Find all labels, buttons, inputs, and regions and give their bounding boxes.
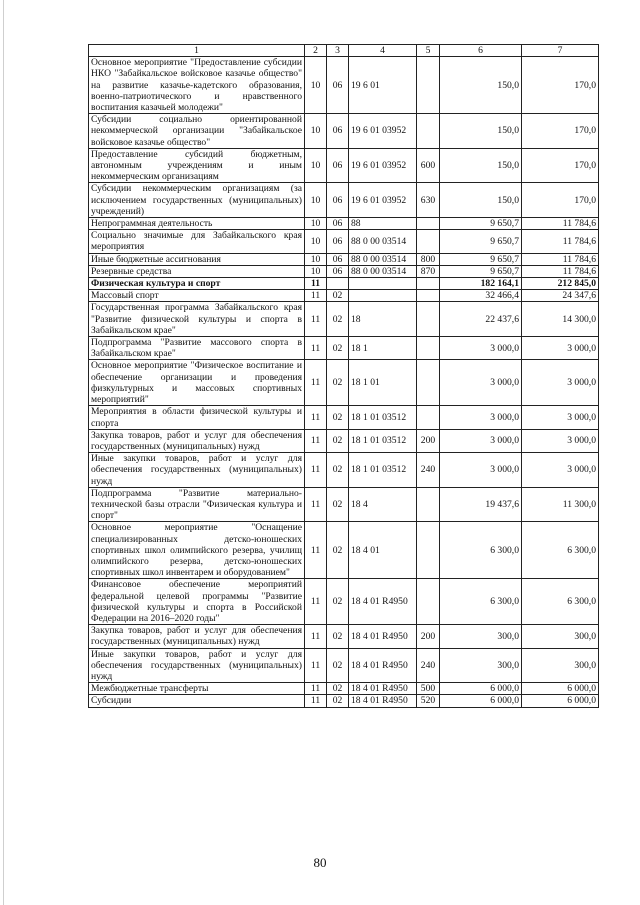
amount-year2-cell: 11 784,6 (522, 265, 599, 277)
amount-year1-cell: 150,0 (440, 183, 522, 218)
row-name-cell: Подпрограмма "Развитие материально-технической базы отрасли "Физическая культура и спорт" (89, 487, 305, 522)
amount-year2-cell: 6 300,0 (522, 522, 599, 579)
header-cell: 7 (522, 45, 599, 57)
amount-year2-cell: 11 784,6 (522, 253, 599, 265)
amount-year2-cell: 14 300,0 (522, 302, 599, 337)
header-cell: 1 (89, 45, 305, 57)
target-article-cell: 18 4 01 R4950 (349, 648, 417, 683)
section-code-cell: 11 (305, 406, 327, 429)
row-name-cell: Основное мероприятие "Предоставление субсидии НКО "Забайкальское войсковое казачье общество" на развитие казачье-кадетского образования, военно-патриотического и нравственного воспитания казачьей молодежи" (89, 57, 305, 114)
target-article-cell: 18 4 01 R4950 (349, 683, 417, 695)
expense-type-cell (417, 57, 440, 114)
table-row (89, 148, 599, 183)
table-row (89, 230, 599, 253)
section-code-cell: 10 (305, 253, 327, 265)
row-name-cell: Предоставление субсидий бюджетным, автономным учреждениям и иным некоммерческим организациям (89, 148, 305, 183)
target-article-cell: 18 1 (349, 337, 417, 360)
header-cell: 6 (440, 45, 522, 57)
amount-year1-cell: 6 300,0 (440, 579, 522, 625)
section-code-cell: 11 (305, 360, 327, 406)
amount-year1-cell: 3 000,0 (440, 453, 522, 488)
table-row (89, 290, 599, 302)
expense-type-cell: 520 (417, 695, 440, 707)
expense-type-cell (417, 290, 440, 302)
target-article-cell: 18 1 01 03512 (349, 406, 417, 429)
target-article-cell: 19 6 01 03952 (349, 183, 417, 218)
target-article-cell: 18 1 01 03512 (349, 429, 417, 452)
subsection-code-cell: 02 (327, 302, 349, 337)
expense-type-cell: 240 (417, 453, 440, 488)
expense-type-cell (417, 302, 440, 337)
amount-year1-cell: 300,0 (440, 648, 522, 683)
amount-year2-cell: 3 000,0 (522, 406, 599, 429)
row-name-cell: Закупка товаров, работ и услуг для обеспечения государственных (муниципальных) нужд (89, 625, 305, 648)
amount-year2-cell: 300,0 (522, 648, 599, 683)
amount-year2-cell: 6 000,0 (522, 695, 599, 707)
subsection-code-cell: 06 (327, 218, 349, 230)
budget-table (88, 44, 599, 708)
expense-type-cell (417, 579, 440, 625)
amount-year2-cell: 170,0 (522, 183, 599, 218)
table-row (89, 253, 599, 265)
row-name-cell: Основное мероприятие "Оснащение специализированных детско-юношеских спортивных школ олимпийского резерва, училищ олимпийского резерва, детско-юношеских спортивных школ инвентарем и оборудованием" (89, 522, 305, 579)
amount-year2-cell: 24 347,6 (522, 290, 599, 302)
expense-type-cell (417, 406, 440, 429)
target-article-cell (349, 278, 417, 290)
target-article-cell: 18 4 01 R4950 (349, 579, 417, 625)
subsection-code-cell: 02 (327, 337, 349, 360)
subsection-code-cell (327, 278, 349, 290)
subsection-code-cell: 02 (327, 625, 349, 648)
section-code-cell: 10 (305, 57, 327, 114)
amount-year2-cell: 6 000,0 (522, 683, 599, 695)
amount-year1-cell: 9 650,7 (440, 253, 522, 265)
table-row (89, 453, 599, 488)
amount-year1-cell: 3 000,0 (440, 337, 522, 360)
amount-year2-cell: 170,0 (522, 148, 599, 183)
row-name-cell: Межбюджетные трансферты (89, 683, 305, 695)
amount-year2-cell: 3 000,0 (522, 453, 599, 488)
expense-type-cell (417, 487, 440, 522)
amount-year2-cell: 170,0 (522, 57, 599, 114)
amount-year1-cell: 6 000,0 (440, 695, 522, 707)
header-cell: 5 (417, 45, 440, 57)
row-name-cell: Подпрограмма "Развитие массового спорта в Забайкальском крае" (89, 337, 305, 360)
amount-year1-cell: 3 000,0 (440, 360, 522, 406)
table-row (89, 302, 599, 337)
row-name-cell: Иные закупки товаров, работ и услуг для обеспечения государственных (муниципальных) нужд (89, 648, 305, 683)
subsection-code-cell: 06 (327, 114, 349, 149)
subsection-code-cell: 02 (327, 695, 349, 707)
subsection-code-cell: 06 (327, 57, 349, 114)
section-code-cell: 11 (305, 625, 327, 648)
amount-year2-cell: 300,0 (522, 625, 599, 648)
amount-year1-cell: 6 000,0 (440, 683, 522, 695)
row-name-cell: Физическая культура и спорт (89, 278, 305, 290)
target-article-cell (349, 290, 417, 302)
section-code-cell: 10 (305, 114, 327, 149)
section-code-cell: 11 (305, 429, 327, 452)
amount-year2-cell: 11 784,6 (522, 230, 599, 253)
table-row (89, 429, 599, 452)
subsection-code-cell: 02 (327, 453, 349, 488)
expense-type-cell: 870 (417, 265, 440, 277)
table-row (89, 57, 599, 114)
amount-year2-cell: 212 845,0 (522, 278, 599, 290)
subsection-code-cell: 06 (327, 265, 349, 277)
section-code-cell: 10 (305, 218, 327, 230)
amount-year1-cell: 22 437,6 (440, 302, 522, 337)
amount-year1-cell: 300,0 (440, 625, 522, 648)
section-code-cell: 11 (305, 522, 327, 579)
table-row (89, 265, 599, 277)
amount-year2-cell: 170,0 (522, 114, 599, 149)
section-code-cell: 11 (305, 695, 327, 707)
expense-type-cell: 240 (417, 648, 440, 683)
table-row (89, 695, 599, 707)
amount-year1-cell: 9 650,7 (440, 265, 522, 277)
target-article-cell: 18 4 (349, 487, 417, 522)
expense-type-cell (417, 230, 440, 253)
amount-year1-cell: 150,0 (440, 57, 522, 114)
expense-type-cell (417, 360, 440, 406)
subsection-code-cell: 02 (327, 406, 349, 429)
table-row (89, 406, 599, 429)
amount-year2-cell: 11 300,0 (522, 487, 599, 522)
row-name-cell: Непрограммная деятельность (89, 218, 305, 230)
target-article-cell: 18 (349, 302, 417, 337)
target-article-cell: 19 6 01 (349, 57, 417, 114)
amount-year1-cell: 182 164,1 (440, 278, 522, 290)
expense-type-cell: 800 (417, 253, 440, 265)
table-row (89, 487, 599, 522)
subsection-code-cell: 02 (327, 290, 349, 302)
amount-year2-cell: 3 000,0 (522, 337, 599, 360)
row-name-cell: Субсидии социально ориентированной некоммерческой организации "Забайкальское войсковое казачье общество" (89, 114, 305, 149)
subsection-code-cell: 02 (327, 522, 349, 579)
target-article-cell: 88 0 00 03514 (349, 253, 417, 265)
expense-type-cell: 200 (417, 625, 440, 648)
subsection-code-cell: 02 (327, 683, 349, 695)
subsection-code-cell: 02 (327, 648, 349, 683)
table-row (89, 683, 599, 695)
section-code-cell: 11 (305, 290, 327, 302)
amount-year1-cell: 19 437,6 (440, 487, 522, 522)
amount-year1-cell: 6 300,0 (440, 522, 522, 579)
expense-type-cell (417, 218, 440, 230)
section-code-cell: 11 (305, 302, 327, 337)
row-name-cell: Финансовое обеспечение мероприятий федеральной целевой программы "Развитие физической культуры и спорта в Российской Федерации на 2016–2020 годы" (89, 579, 305, 625)
subsection-code-cell: 06 (327, 183, 349, 218)
section-code-cell: 10 (305, 183, 327, 218)
target-article-cell: 88 (349, 218, 417, 230)
table-row (89, 337, 599, 360)
row-name-cell: Основное мероприятие "Физическое воспитание и обеспечение организации и проведения физкультурных и массовых спортивных мероприятий" (89, 360, 305, 406)
amount-year2-cell: 3 000,0 (522, 360, 599, 406)
budget-table-body (89, 45, 599, 708)
subsection-code-cell: 02 (327, 579, 349, 625)
row-name-cell: Субсидии некоммерческим организациям (за исключением государственных (муниципальных) учреждений) (89, 183, 305, 218)
amount-year1-cell: 9 650,7 (440, 230, 522, 253)
row-name-cell: Субсидии (89, 695, 305, 707)
amount-year2-cell: 3 000,0 (522, 429, 599, 452)
table-row (89, 218, 599, 230)
amount-year2-cell: 6 300,0 (522, 579, 599, 625)
row-name-cell: Иные закупки товаров, работ и услуг для обеспечения государственных (муниципальных) нужд (89, 453, 305, 488)
target-article-cell: 19 6 01 03952 (349, 114, 417, 149)
row-name-cell: Мероприятия в области физической культуры и спорта (89, 406, 305, 429)
expense-type-cell: 600 (417, 148, 440, 183)
section-code-cell: 11 (305, 453, 327, 488)
section-code-cell: 11 (305, 579, 327, 625)
expense-type-cell: 630 (417, 183, 440, 218)
row-name-cell: Иные бюджетные ассигнования (89, 253, 305, 265)
target-article-cell: 18 1 01 03512 (349, 453, 417, 488)
target-article-cell: 18 4 01 (349, 522, 417, 579)
header-cell: 3 (327, 45, 349, 57)
header-cell: 2 (305, 45, 327, 57)
page-number: 80 (313, 855, 327, 870)
section-code-cell: 11 (305, 337, 327, 360)
target-article-cell: 18 4 01 R4950 (349, 695, 417, 707)
subsection-code-cell: 02 (327, 360, 349, 406)
table-row (89, 648, 599, 683)
amount-year1-cell: 32 466,4 (440, 290, 522, 302)
section-code-cell: 11 (305, 487, 327, 522)
table-row (89, 183, 599, 218)
expense-type-cell: 200 (417, 429, 440, 452)
amount-year1-cell: 9 650,7 (440, 218, 522, 230)
subsection-code-cell: 06 (327, 253, 349, 265)
subsection-code-cell: 06 (327, 148, 349, 183)
table-row (89, 278, 599, 290)
amount-year1-cell: 150,0 (440, 148, 522, 183)
section-code-cell: 11 (305, 683, 327, 695)
subsection-code-cell: 06 (327, 230, 349, 253)
expense-type-cell (417, 114, 440, 149)
row-name-cell: Закупка товаров, работ и услуг для обеспечения государственных (муниципальных) нужд (89, 429, 305, 452)
target-article-cell: 88 0 00 03514 (349, 265, 417, 277)
row-name-cell: Резервные средства (89, 265, 305, 277)
row-name-cell: Социально значимые для Забайкальского края мероприятия (89, 230, 305, 253)
target-article-cell: 18 4 01 R4950 (349, 625, 417, 648)
table-row (89, 625, 599, 648)
amount-year2-cell: 11 784,6 (522, 218, 599, 230)
amount-year1-cell: 3 000,0 (440, 429, 522, 452)
amount-year1-cell: 3 000,0 (440, 406, 522, 429)
section-code-cell: 10 (305, 230, 327, 253)
scan-edge-line (3, 0, 4, 905)
target-article-cell: 18 1 01 (349, 360, 417, 406)
expense-type-cell (417, 278, 440, 290)
subsection-code-cell: 02 (327, 487, 349, 522)
section-code-cell: 11 (305, 278, 327, 290)
subsection-code-cell: 02 (327, 429, 349, 452)
target-article-cell: 19 6 01 03952 (349, 148, 417, 183)
row-name-cell: Массовый спорт (89, 290, 305, 302)
expense-type-cell (417, 522, 440, 579)
table-row (89, 579, 599, 625)
amount-year1-cell: 150,0 (440, 114, 522, 149)
table-row (89, 522, 599, 579)
section-code-cell: 11 (305, 648, 327, 683)
row-name-cell: Государственная программа Забайкальского края "Развитие физической культуры и спорта в Забайкальском крае" (89, 302, 305, 337)
table-row (89, 114, 599, 149)
header-cell: 4 (349, 45, 417, 57)
target-article-cell: 88 0 00 03514 (349, 230, 417, 253)
expense-type-cell: 500 (417, 683, 440, 695)
expense-type-cell (417, 337, 440, 360)
section-code-cell: 10 (305, 148, 327, 183)
table-row (89, 360, 599, 406)
table-header-row (89, 45, 599, 57)
section-code-cell: 10 (305, 265, 327, 277)
